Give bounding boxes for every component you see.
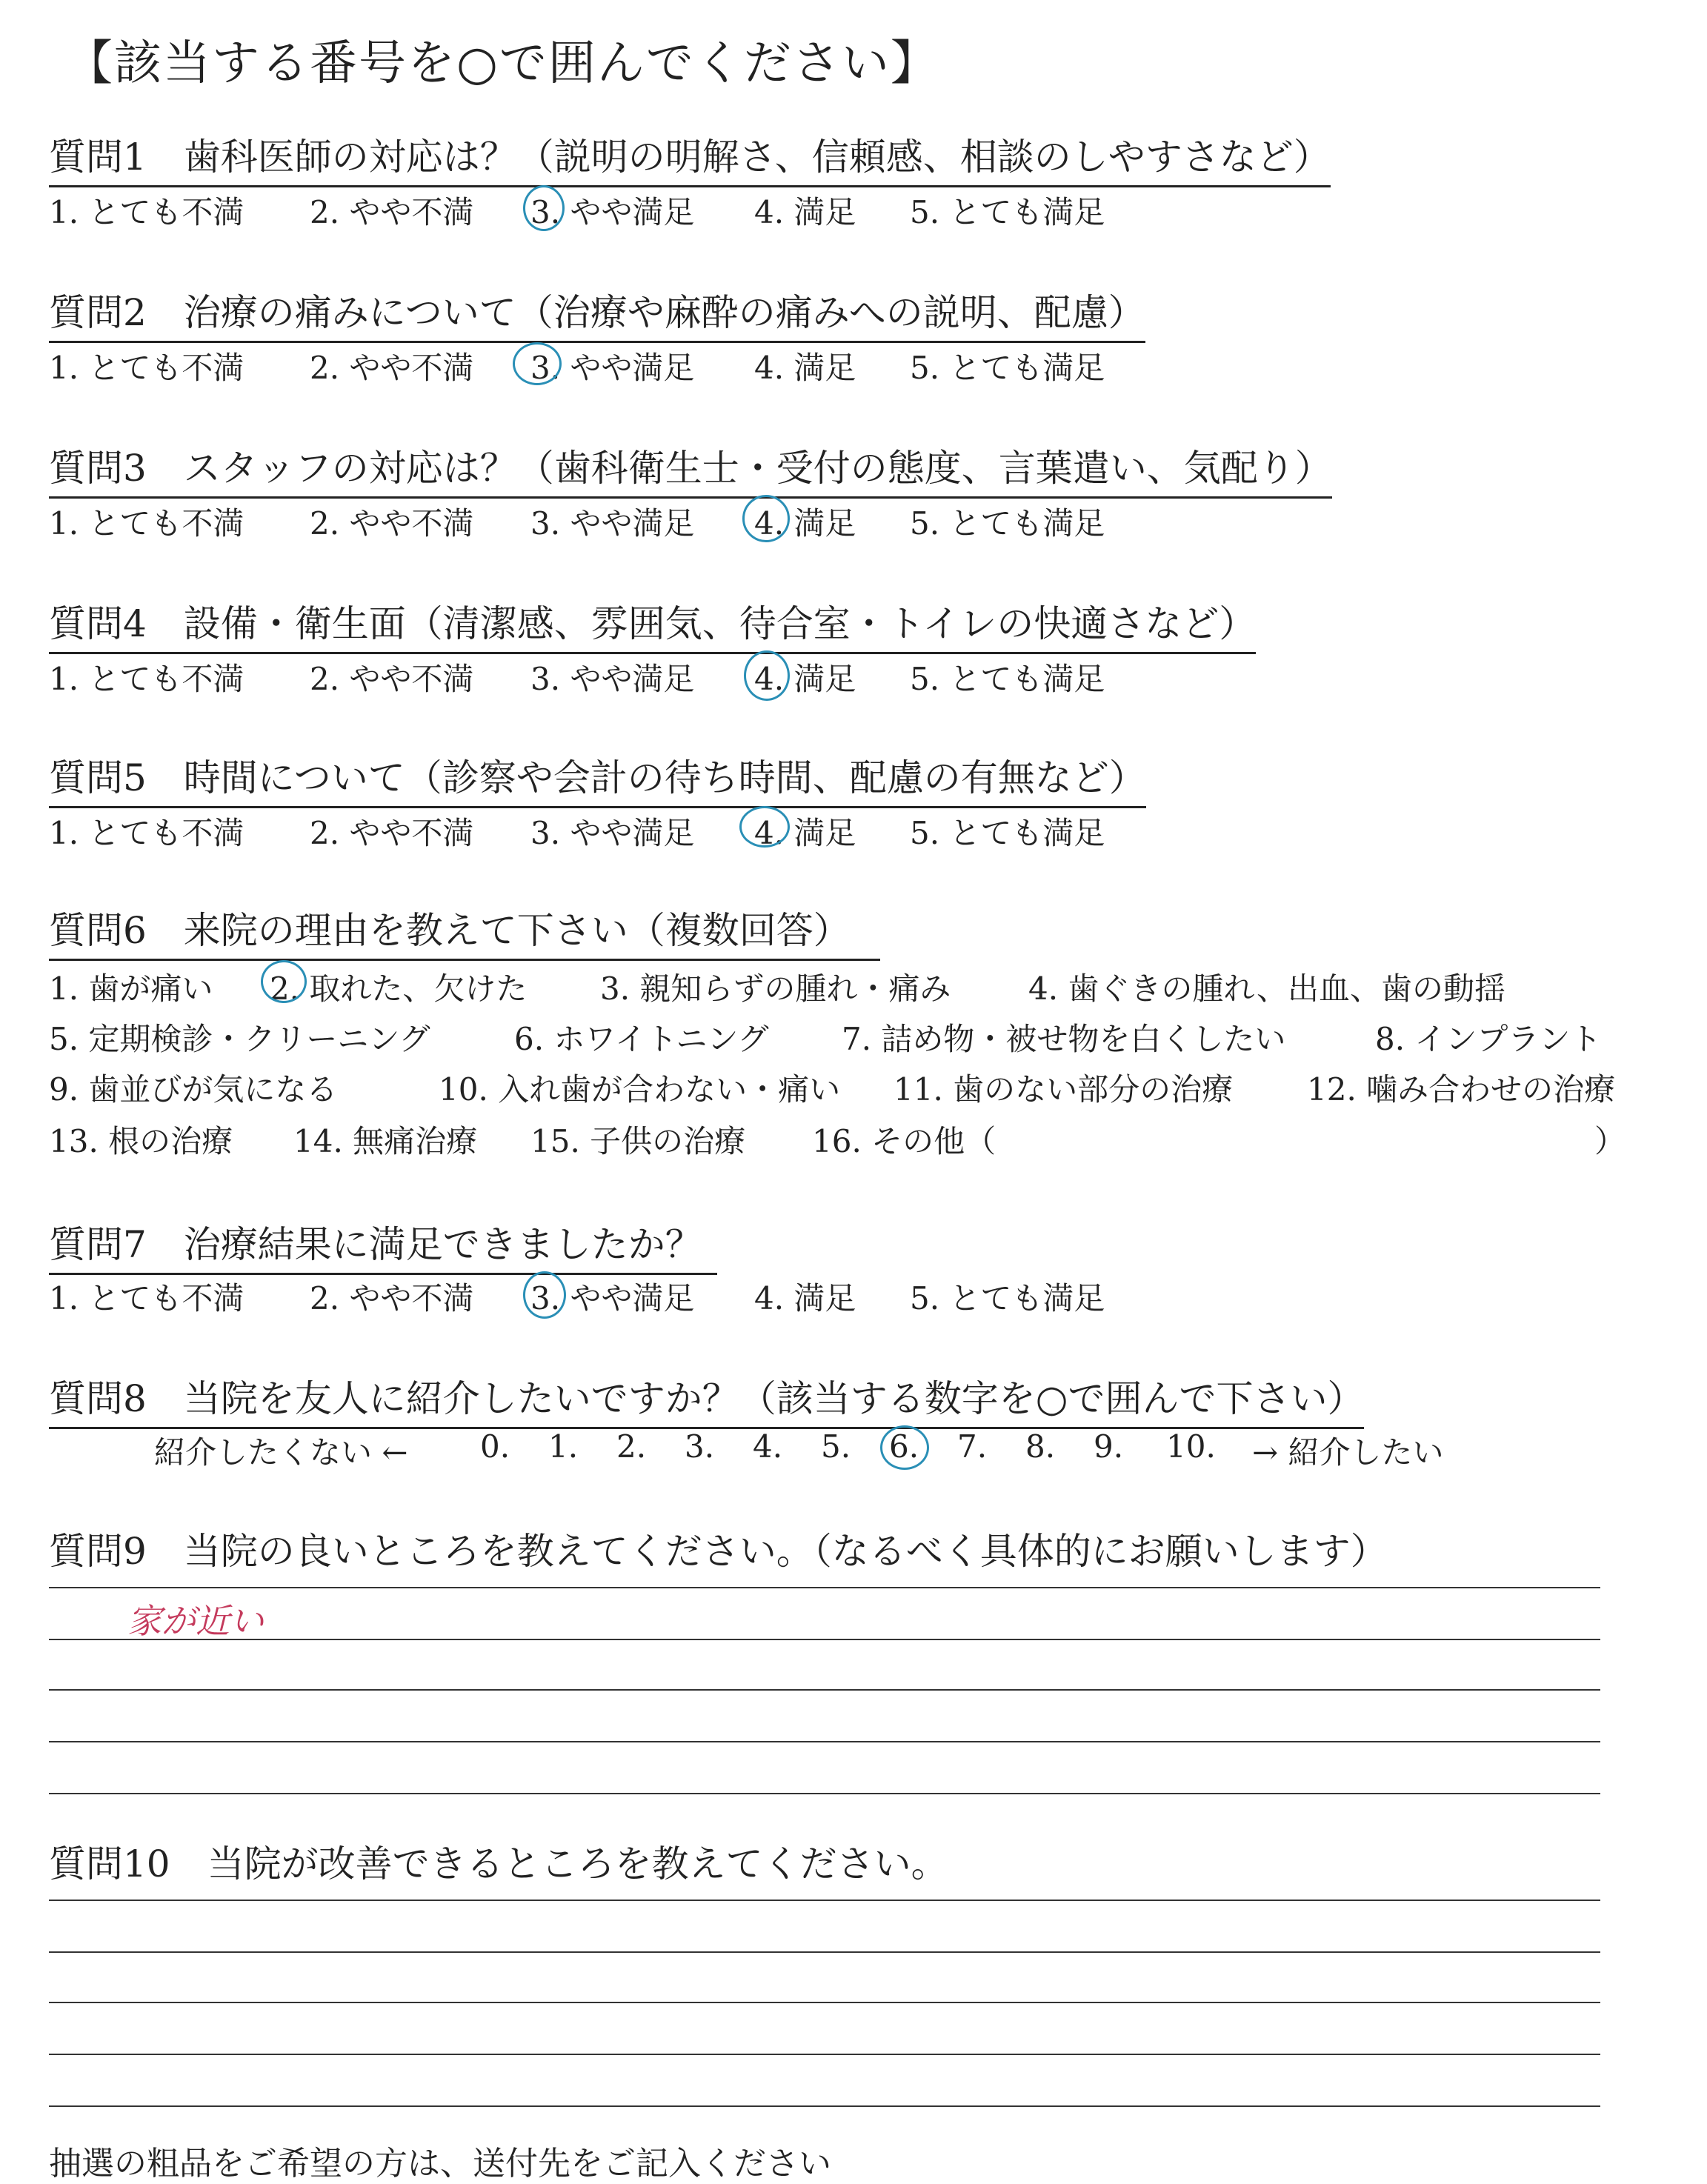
q3-option-4[interactable]: 4. 満足 xyxy=(754,505,856,542)
q2-option-2[interactable]: 2. やや不満 xyxy=(310,350,474,386)
question-3-heading: 質問3 スタッフの対応は？（歯科衛生士・受付の態度、言葉遣い、気配り） xyxy=(49,439,1332,499)
q10-answer-line-3 xyxy=(49,2002,1600,2003)
question-4-heading: 質問4 設備・衛生面（清潔感、雰囲気、待合室・トイレの快適さなど） xyxy=(49,594,1256,654)
q6-option-3[interactable]: 3. 親知らずの腫れ・痛み xyxy=(600,971,951,1007)
q10-answer-line-4 xyxy=(49,2054,1600,2055)
question-10-heading: 質問10 当院が改善できるところを教えてください。 xyxy=(49,1842,948,1885)
q5-option-5[interactable]: 5. とても満足 xyxy=(910,815,1105,851)
q7-option-5[interactable]: 5. とても満足 xyxy=(910,1280,1105,1316)
q10-answer-line-5 xyxy=(49,2105,1600,2107)
q6-option-5[interactable]: 5. 定期検診・クリーニング xyxy=(49,1021,430,1057)
q9-answer-line-3 xyxy=(49,1689,1600,1691)
q9-answer-line-4 xyxy=(49,1741,1600,1742)
q6-option-13[interactable]: 13. 根の治療 xyxy=(49,1123,233,1159)
q2-option-1[interactable]: 1. とても不満 xyxy=(49,350,244,386)
q8-scale-2[interactable]: 2. xyxy=(616,1428,647,1465)
footer-note: 抽選の粗品をご希望の方は、送付先をご記入ください xyxy=(49,2145,831,2183)
q6-option-14[interactable]: 14. 無痛治療 xyxy=(293,1123,478,1159)
q5-option-3[interactable]: 3. やや満足 xyxy=(530,815,695,851)
q3-circle-mark xyxy=(742,495,790,542)
question-5-heading: 質問5 時間について（診察や会計の待ち時間、配慮の有無など） xyxy=(49,748,1146,808)
q6-option-2[interactable]: 2. 取れた、欠けた xyxy=(270,971,528,1007)
q2-option-4[interactable]: 4. 満足 xyxy=(754,350,856,386)
q6-option-9[interactable]: 9. 歯並びが気になる xyxy=(49,1071,338,1108)
q8-scale-4[interactable]: 4. xyxy=(753,1428,783,1465)
q6-option-7[interactable]: 7. 詰め物・被せ物を白くしたい xyxy=(842,1021,1286,1057)
q3-option-3[interactable]: 3. やや満足 xyxy=(530,505,695,542)
q10-answer-line-1 xyxy=(49,1900,1600,1901)
q4-option-1[interactable]: 1. とても不満 xyxy=(49,661,244,697)
q7-option-1[interactable]: 1. とても不満 xyxy=(49,1280,244,1316)
question-1-heading: 質問1 歯科医師の対応は？（説明の明解さ、信頼感、相談のしやすさなど） xyxy=(49,127,1331,187)
q8-scale-3[interactable]: 3. xyxy=(685,1428,715,1465)
question-9-heading: 質問9 当院の良いところを教えてください。（なるべく具体的にお願いします） xyxy=(49,1530,1388,1573)
question-7-heading: 質問7 治療結果に満足できましたか？ xyxy=(49,1215,717,1275)
q6-option-1[interactable]: 1. 歯が痛い xyxy=(49,971,213,1007)
q2-circle-mark xyxy=(513,342,562,385)
q6-option-4[interactable]: 4. 歯ぐきの腫れ、出血、歯の動揺 xyxy=(1028,971,1505,1007)
q2-option-5[interactable]: 5. とても満足 xyxy=(910,350,1105,386)
q9-answer-line-5 xyxy=(49,1793,1600,1794)
q1-option-3[interactable]: 3. やや満足 xyxy=(530,194,695,230)
q4-option-4[interactable]: 4. 満足 xyxy=(754,661,856,697)
q9-answer-line-2 xyxy=(49,1639,1600,1640)
q8-circle-mark xyxy=(880,1425,929,1470)
q3-option-5[interactable]: 5. とても満足 xyxy=(910,505,1105,542)
q4-option-2[interactable]: 2. やや不満 xyxy=(310,661,474,697)
q8-scale-9[interactable]: 9. xyxy=(1094,1428,1124,1465)
q6-option-11[interactable]: 11. 歯のない部分の治療 xyxy=(894,1071,1234,1108)
q4-option-5[interactable]: 5. とても満足 xyxy=(910,661,1105,697)
q2-option-3[interactable]: 3. やや満足 xyxy=(530,350,695,386)
q6-option-16[interactable]: 16. その他（ xyxy=(812,1123,996,1159)
page-title: 【該当する番号を○で囲んでください】 xyxy=(65,36,939,91)
q6-other-close-paren: ） xyxy=(1594,1123,1626,1159)
q1-option-2[interactable]: 2. やや不満 xyxy=(310,194,474,230)
question-6-heading: 質問6 来院の理由を教えて下さい（複数回答） xyxy=(49,901,880,961)
q6-option-12[interactable]: 12. 噛み合わせの治療 xyxy=(1307,1071,1616,1108)
q6-option-8[interactable]: 8. インプラント xyxy=(1375,1021,1602,1057)
q5-option-2[interactable]: 2. やや不満 xyxy=(310,815,474,851)
q8-scale-1[interactable]: 1. xyxy=(548,1428,579,1465)
q4-option-3[interactable]: 3. やや満足 xyxy=(530,661,695,697)
q8-scale-left-label: 紹介したくない ← xyxy=(154,1434,408,1471)
q1-circle-mark xyxy=(523,185,565,231)
q1-option-1[interactable]: 1. とても不満 xyxy=(49,194,244,230)
q7-option-4[interactable]: 4. 満足 xyxy=(754,1280,856,1316)
q8-scale-right-label: → 紹介したい xyxy=(1252,1434,1444,1471)
question-2-heading: 質問2 治療の痛みについて（治療や麻酔の痛みへの説明、配慮） xyxy=(49,283,1145,343)
q8-scale-8[interactable]: 8. xyxy=(1025,1428,1056,1465)
q5-circle-mark xyxy=(739,806,790,848)
q8-scale-0[interactable]: 0. xyxy=(480,1428,510,1465)
q8-scale-6[interactable]: 6. xyxy=(889,1428,919,1465)
q1-option-4[interactable]: 4. 満足 xyxy=(754,194,856,230)
q1-option-5[interactable]: 5. とても満足 xyxy=(910,194,1105,230)
q6-option-10[interactable]: 10. 入れ歯が合わない・痛い xyxy=(439,1071,841,1108)
q10-answer-line-2 xyxy=(49,1951,1600,1953)
question-8-heading: 質問8 当院を友人に紹介したいですか？（該当する数字を○で囲んで下さい） xyxy=(49,1369,1364,1429)
q4-circle-mark xyxy=(744,650,790,701)
q7-circle-mark xyxy=(523,1271,566,1319)
q3-option-2[interactable]: 2. やや不満 xyxy=(310,505,474,542)
q3-option-1[interactable]: 1. とても不満 xyxy=(49,505,244,542)
q6-option-6[interactable]: 6. ホワイトニング xyxy=(514,1021,769,1057)
q8-scale-10[interactable]: 10. xyxy=(1166,1428,1216,1465)
q5-option-4[interactable]: 4. 満足 xyxy=(754,815,856,851)
q9-handwritten-answer[interactable]: 家が近い xyxy=(127,1601,264,1641)
q8-scale-7[interactable]: 7. xyxy=(957,1428,988,1465)
q8-scale-5[interactable]: 5. xyxy=(821,1428,851,1465)
q7-option-3[interactable]: 3. やや満足 xyxy=(530,1280,695,1316)
q9-answer-line-1 xyxy=(49,1587,1600,1588)
q7-option-2[interactable]: 2. やや不満 xyxy=(310,1280,474,1316)
q6-option-15[interactable]: 15. 子供の治療 xyxy=(530,1123,746,1159)
q6-circle-mark xyxy=(261,960,307,1003)
q5-option-1[interactable]: 1. とても不満 xyxy=(49,815,244,851)
